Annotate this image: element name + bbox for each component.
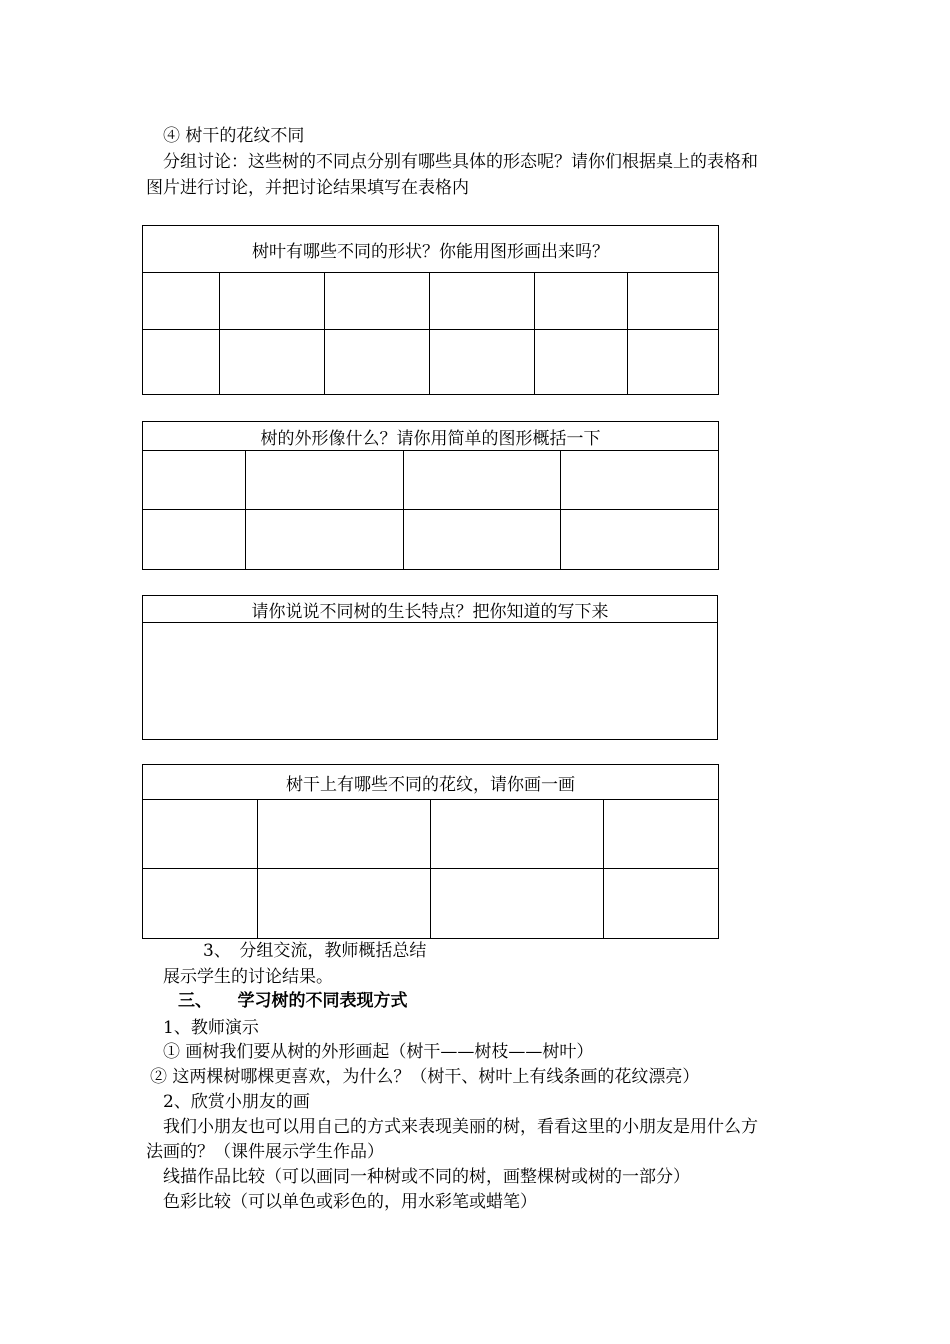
table-cell[interactable] <box>325 330 430 395</box>
table-cell[interactable] <box>143 869 258 939</box>
appreciate-heading: 2、欣赏小朋友的画 <box>163 1092 310 1112</box>
table-cell[interactable] <box>143 451 246 510</box>
table-cell[interactable] <box>404 510 561 570</box>
discussion-line-1: 分组讨论：这些树的不同点分别有哪些具体的形态呢？请你们根据桌上的表格和 <box>163 152 758 172</box>
item-4-text: ④ 树干的花纹不同 <box>163 126 305 146</box>
table-cell[interactable] <box>246 510 404 570</box>
demo-item-2: ② 这两棵树哪棵更喜欢，为什么？（树干、树叶上有线条画的花纹漂亮） <box>150 1067 700 1087</box>
growth-answer-cell[interactable] <box>143 623 718 740</box>
table-cell[interactable] <box>604 800 719 869</box>
table-cell[interactable] <box>430 330 535 395</box>
table-cell[interactable] <box>628 330 719 395</box>
tree-shape-table <box>142 421 719 570</box>
discussion-line-2: 图片进行讨论，并把讨论结果填写在表格内 <box>146 178 469 198</box>
table-cell[interactable] <box>258 869 431 939</box>
table-cell[interactable] <box>325 273 430 330</box>
table-cell[interactable] <box>628 273 719 330</box>
table-cell[interactable] <box>220 330 325 395</box>
paragraph-line-2: 法画的？（课件展示学生作品） <box>146 1142 384 1162</box>
table-cell[interactable] <box>143 330 220 395</box>
tree-shape-table-title: 树的外形像什么？请你用简单的图形概括一下 <box>143 422 719 451</box>
table-cell[interactable] <box>258 800 431 869</box>
leaves-table <box>142 225 719 395</box>
section-3-heading: 三、 学习树的不同表现方式 <box>178 991 408 1011</box>
table-cell[interactable] <box>561 510 719 570</box>
table-cell[interactable] <box>143 800 258 869</box>
table-cell[interactable] <box>430 273 535 330</box>
line-drawing-compare: 线描作品比较（可以画同一种树或不同的树，画整棵树或树的一部分） <box>163 1167 690 1187</box>
step-3-text: 3、 分组交流，教师概括总结 <box>203 941 427 961</box>
demo-item-1: ① 画树我们要从树的外形画起（树干——树枝——树叶） <box>163 1042 594 1062</box>
growth-table-title: 请你说说不同树的生长特点？把你知道的写下来 <box>143 596 718 623</box>
bark-table <box>142 764 719 939</box>
table-cell[interactable] <box>404 451 561 510</box>
table-cell[interactable] <box>143 510 246 570</box>
table-cell[interactable] <box>431 800 604 869</box>
growth-table <box>142 595 718 740</box>
table-cell[interactable] <box>431 869 604 939</box>
table-cell[interactable] <box>535 330 628 395</box>
paragraph-line-1: 我们小朋友也可以用自己的方式来表现美丽的树，看看这里的小朋友是用什么方 <box>163 1117 758 1137</box>
show-results-text: 展示学生的讨论结果。 <box>163 967 333 987</box>
table-cell[interactable] <box>246 451 404 510</box>
leaves-table-title: 树叶有哪些不同的形状？你能用图形画出来吗？ <box>143 226 719 273</box>
bark-table-title: 树干上有哪些不同的花纹，请你画一画 <box>143 765 719 800</box>
table-cell[interactable] <box>604 869 719 939</box>
table-cell[interactable] <box>220 273 325 330</box>
demo-heading: 1、教师演示 <box>163 1018 259 1038</box>
color-compare: 色彩比较（可以单色或彩色的，用水彩笔或蜡笔） <box>163 1192 537 1212</box>
table-cell[interactable] <box>561 451 719 510</box>
table-cell[interactable] <box>535 273 628 330</box>
table-cell[interactable] <box>143 273 220 330</box>
